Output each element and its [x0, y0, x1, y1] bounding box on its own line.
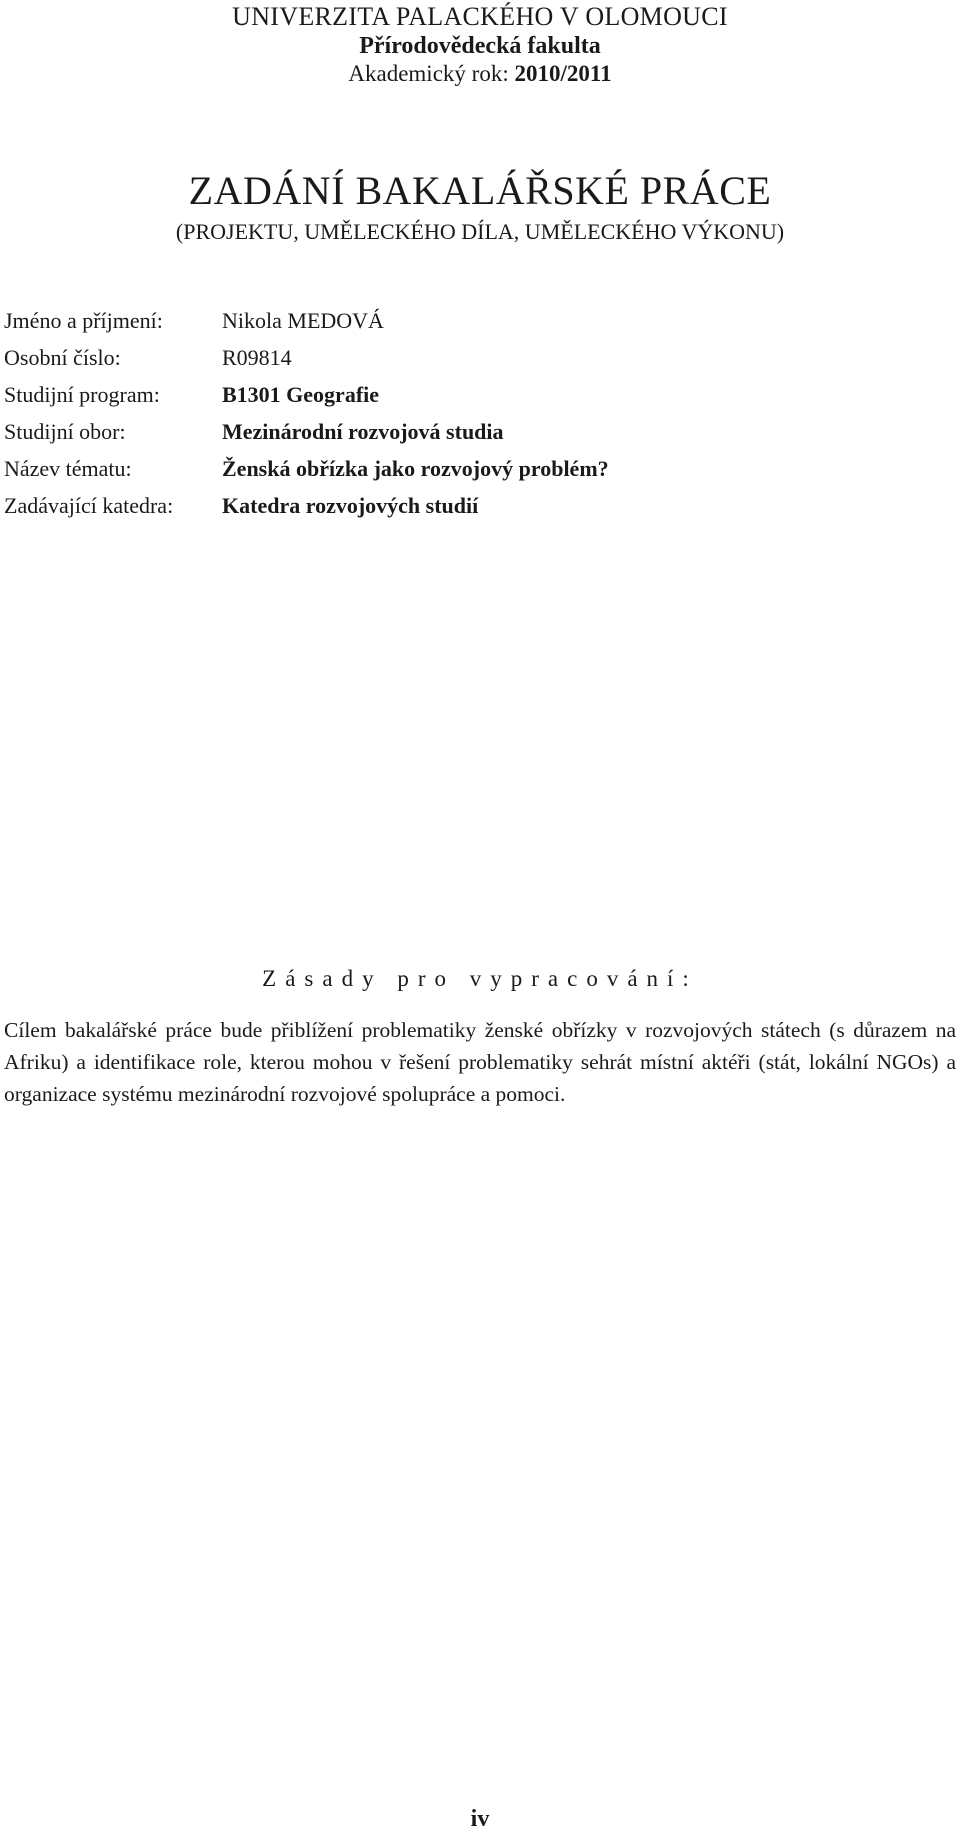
info-row-personal-number [4, 343, 954, 380]
department: Katedra rozvojových studií [222, 493, 479, 518]
info-row-field [4, 417, 954, 454]
guidelines-heading: Zásady pro vypracování: [262, 966, 698, 991]
academic-year-value: 2010/2011 [514, 61, 612, 86]
info-row-department [4, 491, 954, 528]
info-label: Jméno a příjmení: [4, 308, 163, 333]
info-label: Studijní program: [4, 382, 160, 407]
study-program: B1301 Geografie [222, 382, 380, 407]
info-row-topic [4, 454, 954, 491]
academic-year [0, 60, 960, 88]
personal-number: R09814 [222, 345, 292, 370]
info-label: Název tématu: [4, 456, 132, 481]
info-label: Zadávající katedra: [4, 493, 174, 518]
student-name: Nikola MEDOVÁ [222, 308, 384, 333]
document-subtitle: (PROJEKTU, UMĚLECKÉHO DÍLA, UMĚLECKÉHO VÝKONU) [175, 219, 785, 244]
info-label: Studijní obor: [4, 419, 126, 444]
document-title: ZADÁNÍ BAKALÁŘSKÉ PRÁCE [188, 168, 772, 213]
academic-year-label: Akademický rok: [348, 61, 509, 86]
university-name: UNIVERZITA PALACKÉHO V OLOMOUCI [232, 2, 728, 31]
thesis-topic: Ženská obřízka jako rozvojový problém? [222, 456, 609, 481]
info-row-name [4, 306, 954, 343]
faculty-name: Přírodovědecká fakulta [359, 33, 601, 59]
info-row-program [4, 380, 954, 417]
student-info-table [4, 306, 954, 528]
guidelines-text: Cílem bakalářské práce bude přiblížení problematiky ženské obřízky v rozvojových státech (s důrazem na Afriku) a identifikace role, kterou mohou v řešení problematiky sehrát místní aktéři (stát, lokální NGOs) a organizace systému mezinárodní rozvojové spolupráce a pomoci. [4, 1018, 956, 1106]
page-number: iv [470, 1806, 490, 1832]
study-field: Mezinárodní rozvojová studia [222, 419, 504, 444]
info-label: Osobní číslo: [4, 345, 121, 370]
